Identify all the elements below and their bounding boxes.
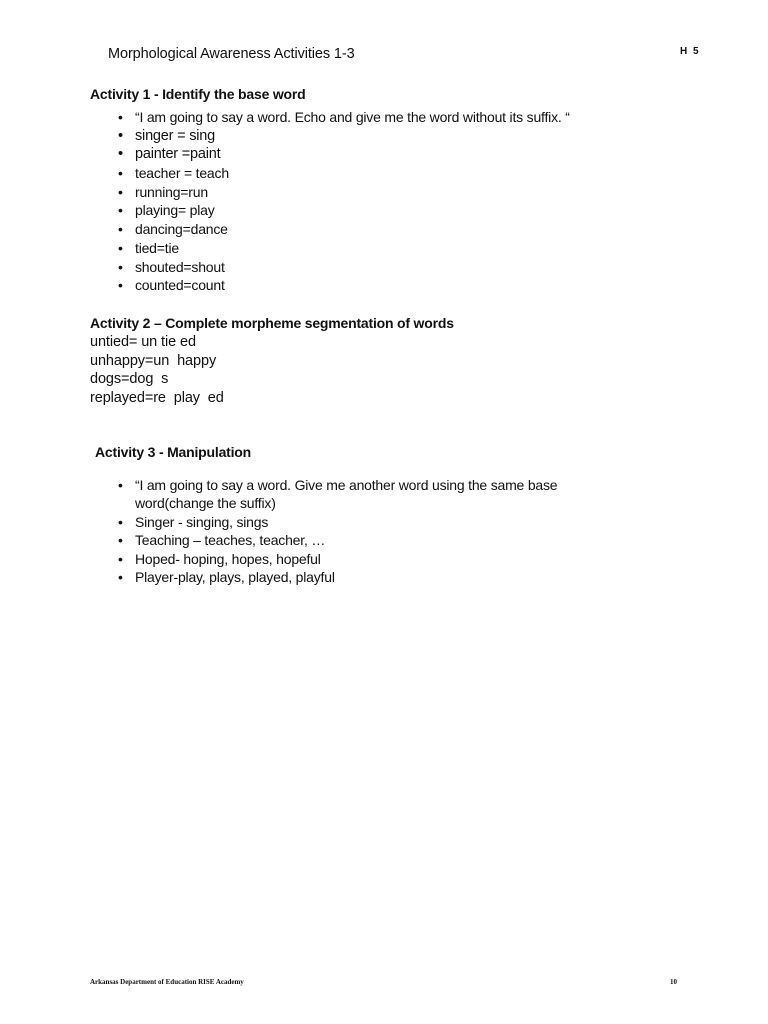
list-item <box>118 183 570 202</box>
bullet-icon: • <box>118 183 123 200</box>
activity-3-list <box>118 476 578 586</box>
list-item-text: “I am going to say a word. Give me another word using the same base word(change the suffix) <box>135 477 558 512</box>
list-item-text: tied=tie <box>135 239 179 256</box>
bullet-icon: • <box>118 146 123 163</box>
page-code: H 5 <box>680 46 701 57</box>
list-item-text: singer = sing <box>135 127 216 144</box>
list-item-text: shouted=shout <box>135 258 225 275</box>
activity-2-segmentation-lines <box>90 333 224 407</box>
list-item-text: playing= play <box>135 202 215 219</box>
footer-page-number: 10 <box>670 978 677 986</box>
list-item-text: counted=count <box>135 277 225 294</box>
bullet-icon: • <box>118 127 123 144</box>
list-item-text: Singer - singing, sings <box>135 513 269 530</box>
segmentation-line: untied= un tie ed <box>90 334 196 350</box>
bullet-icon: • <box>118 532 123 549</box>
list-item-text: Hoped- hoping, hopes, hopeful <box>135 550 321 567</box>
list-item <box>118 164 570 183</box>
list-item <box>118 127 570 146</box>
list-item <box>118 220 570 239</box>
segmentation-line: unhappy=un happy <box>90 352 217 369</box>
bullet-icon: • <box>118 569 123 586</box>
list-item-text: painter =paint <box>135 146 221 163</box>
bullet-icon: • <box>118 277 123 294</box>
list-item <box>118 239 570 258</box>
segmentation-line: dogs=dog s <box>90 371 169 387</box>
bullet-icon: • <box>118 550 123 567</box>
list-item-text: teacher = teach <box>135 165 229 182</box>
activity-3-heading: Activity 3 - Manipulation <box>95 444 252 460</box>
list-item-text: Teaching – teaches, teacher, … <box>135 532 326 549</box>
bullet-icon: • <box>118 165 123 182</box>
bullet-icon: • <box>118 221 123 238</box>
activity-1-list <box>118 108 570 295</box>
list-item <box>118 550 578 568</box>
list-item <box>118 145 570 164</box>
list-item <box>118 568 578 586</box>
bullet-icon: • <box>118 239 123 256</box>
footer-organization: Arkansas Department of Education RISE Academy <box>90 978 244 986</box>
list-item <box>118 201 570 220</box>
list-item <box>118 531 578 549</box>
activity-2-heading: Activity 2 – Complete morpheme segmentation of words <box>90 315 454 331</box>
document-title: Morphological Awareness Activities 1-3 <box>108 46 355 62</box>
segmentation-line: replayed=re play ed <box>90 389 224 406</box>
bullet-icon: • <box>118 477 123 493</box>
list-item-text: running=run <box>135 183 208 200</box>
list-item-text: “I am going to say a word. Echo and give me the word without its suffix. “ <box>135 109 570 125</box>
list-item <box>118 476 578 513</box>
bullet-icon: • <box>118 202 123 219</box>
list-item-text: Player-play, plays, played, playful <box>135 569 335 586</box>
activity-1-heading: Activity 1 - Identify the base word <box>90 86 306 102</box>
bullet-icon: • <box>118 258 123 275</box>
bullet-icon: • <box>118 109 123 125</box>
list-item <box>118 513 578 531</box>
list-item <box>118 276 570 295</box>
list-item <box>118 108 570 127</box>
list-item <box>118 258 570 277</box>
list-item-text: dancing=dance <box>135 221 228 238</box>
bullet-icon: • <box>118 513 123 530</box>
